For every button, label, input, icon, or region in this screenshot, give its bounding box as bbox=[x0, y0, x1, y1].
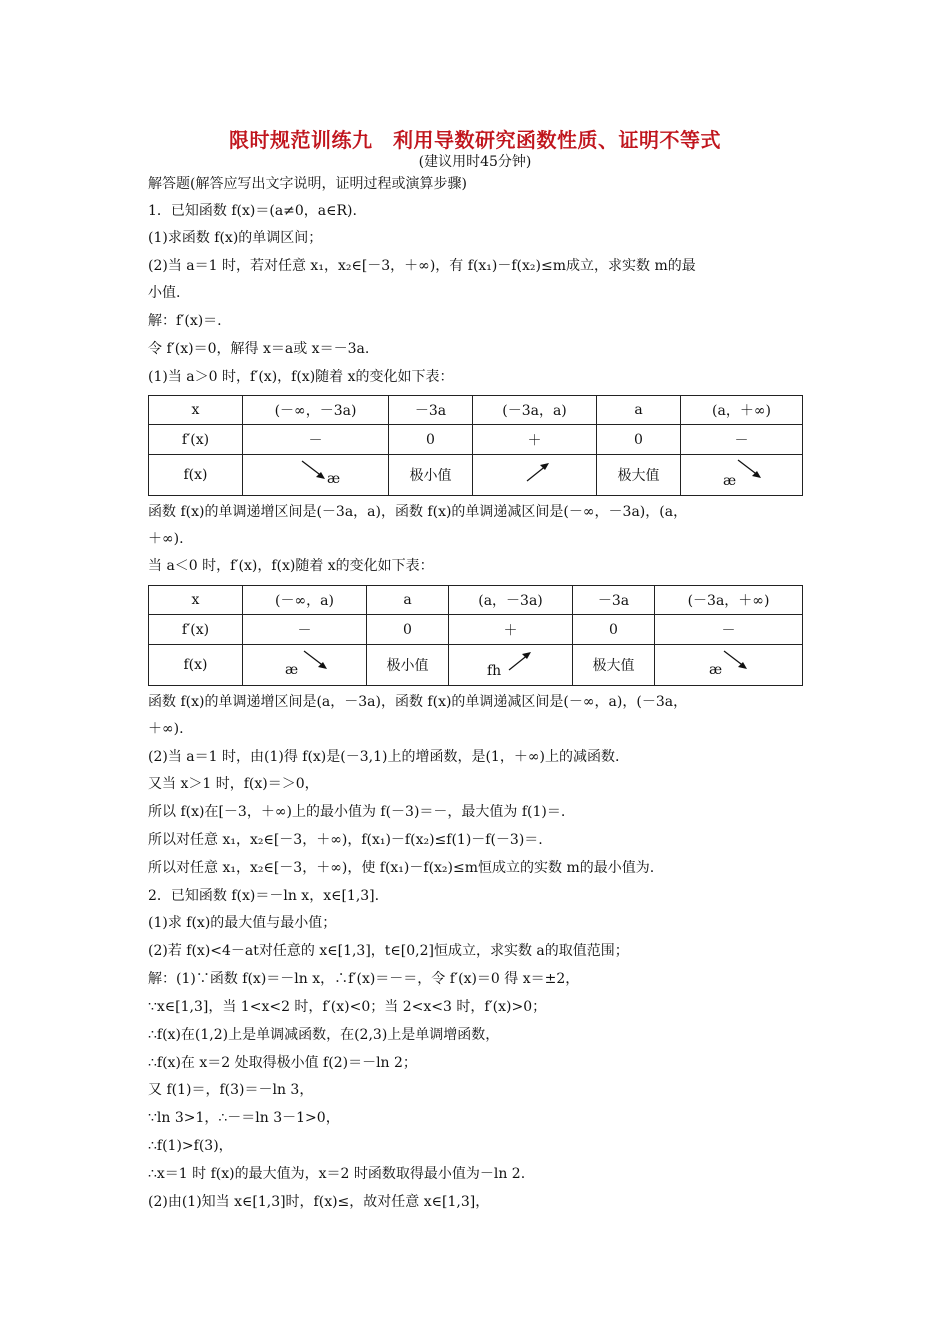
text-line: 1．已知函数 f(x)＝(a≠0，a∈R). bbox=[148, 203, 357, 219]
text-line: 当 a＜0 时，f′(x)，f(x)随着 x的变化如下表： bbox=[148, 558, 434, 574]
text-line: ∴x＝1 时 f(x)的最大值为，x＝2 时函数取得最小值为－ln 2. bbox=[148, 1166, 526, 1182]
glyph-mark: fh bbox=[487, 663, 502, 679]
text-line: 2．已知函数 f(x)＝－ln x，x∈[1,3]. bbox=[148, 888, 380, 904]
text-line: ∴f(1)>f(3)， bbox=[148, 1138, 233, 1154]
table-cell: f(x) bbox=[149, 455, 243, 496]
table-cell: f′(x) bbox=[149, 615, 243, 645]
text-line: (2)当 a＝1 时，由(1)得 f(x)是(－3,1)上的增函数，是(1，＋∞)上的减函数. bbox=[148, 749, 620, 765]
variation-table-1 bbox=[148, 395, 803, 496]
down-right-arrow-icon bbox=[301, 459, 327, 481]
glyph-mark: æ bbox=[285, 662, 299, 678]
text-line: (2)由(1)知当 x∈[1,3]时，f(x)≤，故对任意 x∈[1,3]， bbox=[148, 1194, 490, 1210]
table-cell-decreasing bbox=[243, 645, 367, 686]
text-line: (1)求 f(x)的最大值与最小值； bbox=[148, 915, 337, 931]
text-line: 所以对任意 x₁，x₂∈[－3，＋∞)，使 f(x₁)－f(x₂)≤m恒成立的实数 m的最小值为. bbox=[148, 860, 655, 876]
table-row bbox=[149, 645, 803, 686]
down-right-arrow-icon bbox=[723, 649, 749, 671]
down-right-arrow-icon bbox=[737, 458, 763, 480]
text-line: 解：(1)∵函数 f(x)＝－ln x，∴f′(x)＝－＝，令 f′(x)＝0 得 x＝±2， bbox=[148, 971, 580, 987]
glyph-mark: æ bbox=[723, 473, 737, 489]
table-cell: － bbox=[243, 615, 367, 645]
text-line: ＋∞). bbox=[148, 721, 184, 737]
text-line: ∴f(x)在 x＝2 处取得极小值 f(2)＝－ln 2； bbox=[148, 1055, 417, 1071]
text-line: ＋∞). bbox=[148, 531, 184, 547]
table-cell: (a，＋∞) bbox=[681, 396, 803, 425]
page-subtitle: (建议用时45分钟) bbox=[418, 154, 532, 170]
text-line: 解：f′(x)＝. bbox=[148, 313, 222, 329]
table-cell: ＋ bbox=[473, 425, 597, 455]
table-cell: f(x) bbox=[149, 645, 243, 686]
text-line: 小值. bbox=[148, 285, 181, 301]
text-line: 又 f(1)＝，f(3)＝－ln 3， bbox=[148, 1082, 314, 1098]
text-line: (2)当 a＝1 时，若对任意 x₁，x₂∈[－3，＋∞)，有 f(x₁)－f(x₂)≤m成立，求实数 m的最 bbox=[148, 258, 696, 274]
glyph-mark: æ bbox=[709, 662, 723, 678]
table-row bbox=[149, 586, 803, 615]
text-line: 令 f′(x)＝0，解得 x＝a或 x＝－3a. bbox=[148, 341, 370, 357]
table-cell: a bbox=[597, 396, 681, 425]
text-line: ∵x∈[1,3]，当 1<x<2 时，f′(x)<0；当 2<x<3 时，f′(x)>0； bbox=[148, 999, 547, 1015]
table-cell-decreasing bbox=[243, 455, 389, 496]
table-cell: (a，－3a) bbox=[449, 586, 573, 615]
table-row bbox=[149, 396, 803, 425]
table-cell: 0 bbox=[389, 425, 473, 455]
table-cell-increasing bbox=[449, 645, 573, 686]
text-line: 又当 x＞1 时，f(x)＝＞0， bbox=[148, 776, 319, 792]
table-cell: x bbox=[149, 396, 243, 425]
text-line: ∴f(x)在(1,2)上是单调减函数，在(2,3)上是单调增函数， bbox=[148, 1027, 500, 1043]
text-line: 所以对任意 x₁，x₂∈[－3，＋∞)，f(x₁)－f(x₂)≤f(1)－f(－3)＝. bbox=[148, 832, 543, 848]
table-cell: (－3a，a) bbox=[473, 396, 597, 425]
text-line: (1)求函数 f(x)的单调区间； bbox=[148, 230, 323, 246]
table-cell: － bbox=[243, 425, 389, 455]
table-cell: 极大值 bbox=[573, 645, 655, 686]
text-line: 函数 f(x)的单调递增区间是(－3a，a)，函数 f(x)的单调递减区间是(－∞，－3a)，(a， bbox=[148, 504, 688, 520]
table-cell: x bbox=[149, 586, 243, 615]
down-right-arrow-icon bbox=[303, 649, 329, 671]
table-cell: 0 bbox=[573, 615, 655, 645]
table-row bbox=[149, 455, 803, 496]
table-cell: 极小值 bbox=[367, 645, 449, 686]
table-row bbox=[149, 425, 803, 455]
variation-table-2 bbox=[148, 585, 803, 686]
table-cell: 0 bbox=[597, 425, 681, 455]
text-line: (2)若 f(x)<4－at对任意的 x∈[1,3]，t∈[0,2]恒成立，求实数 a的取值范围； bbox=[148, 943, 629, 959]
text-line: 函数 f(x)的单调递增区间是(a，－3a)，函数 f(x)的单调递减区间是(－∞，a)，(－3a， bbox=[148, 694, 688, 710]
up-right-arrow-icon bbox=[507, 650, 533, 672]
table-cell-decreasing bbox=[681, 455, 803, 496]
table-cell: －3a bbox=[573, 586, 655, 615]
table-cell: (－∞，a) bbox=[243, 586, 367, 615]
table-cell: (－3a，＋∞) bbox=[655, 586, 803, 615]
table-cell-decreasing bbox=[655, 645, 803, 686]
table-cell: f′(x) bbox=[149, 425, 243, 455]
text-line: ∵ln 3>1，∴－＝ln 3－1>0， bbox=[148, 1110, 340, 1126]
page-title: 限时规范训练九 利用导数研究函数性质、证明不等式 bbox=[229, 128, 721, 152]
table-cell: 极大值 bbox=[597, 455, 681, 496]
text-line: 所以 f(x)在[－3，＋∞)上的最小值为 f(－3)＝－，最大值为 f(1)＝. bbox=[148, 804, 566, 820]
text-line: (1)当 a＞0 时，f′(x)，f(x)随着 x的变化如下表： bbox=[148, 369, 454, 385]
table-cell: －3a bbox=[389, 396, 473, 425]
table-cell-increasing bbox=[473, 455, 597, 496]
table-cell: ＋ bbox=[449, 615, 573, 645]
table-cell: a bbox=[367, 586, 449, 615]
table-cell: － bbox=[681, 425, 803, 455]
table-row bbox=[149, 615, 803, 645]
up-right-arrow-icon bbox=[525, 461, 551, 483]
table-cell: 极小值 bbox=[389, 455, 473, 496]
text-line: 解答题(解答应写出文字说明，证明过程或演算步骤) bbox=[148, 176, 467, 192]
table-cell: 0 bbox=[367, 615, 449, 645]
table-cell: － bbox=[655, 615, 803, 645]
glyph-mark: æ bbox=[327, 471, 341, 487]
table-cell: (－∞，－3a) bbox=[243, 396, 389, 425]
